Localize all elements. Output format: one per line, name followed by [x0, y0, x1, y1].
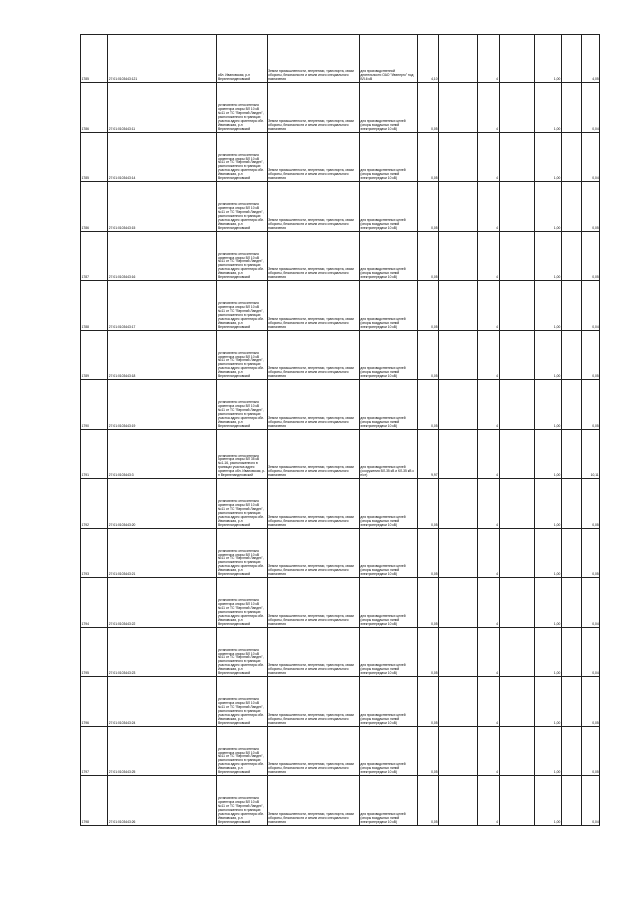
empty-cell: [439, 281, 478, 331]
empty-cell: [561, 776, 581, 826]
rate-value: 1,00: [534, 429, 561, 479]
tax-value: 0,04: [582, 281, 600, 331]
cadastral-number: 27:01:0103443:16: [108, 231, 217, 281]
empty-cell: [499, 132, 534, 182]
empty-cell: [439, 429, 478, 479]
rate-value: 1,00: [534, 132, 561, 182]
tax-value: 10,11: [582, 429, 600, 479]
empty-cell: [499, 528, 534, 578]
row-number: 1791: [81, 429, 108, 479]
row-number: 1785: [81, 132, 108, 182]
empty-cell: [499, 380, 534, 430]
empty-cell: [439, 776, 478, 826]
permitted-use: для производственных целей (опоры воздушных линий электропередачи 10 кВ): [359, 83, 417, 133]
location-description: установлено относительно ориентира опоры ВЛ 10 кВ №11 от ТС "Верхний Ландех", расположенного в границах участка адрес ориентира обл. Ивановская, р-н Верхнеландеховский: [217, 677, 267, 727]
land-category: Земли промышленности, энергетики, транспорта, связи обороны, безопасности и земли иного специального назначения: [267, 578, 359, 628]
cadastral-number: 27:01:0103443:121: [108, 35, 217, 83]
table-row: [81, 330, 600, 380]
empty-cell: [561, 231, 581, 281]
empty-cell: [499, 776, 534, 826]
rate-value: 1,00: [534, 83, 561, 133]
area-value: 0,05: [417, 726, 438, 776]
cadastral-number: 27:01:0103443:11: [108, 83, 217, 133]
row-number: 1785: [81, 35, 108, 83]
land-category: Земли промышленности, энергетики, транспорта, связи обороны, безопасности и земли иного специального назначения: [267, 776, 359, 826]
empty-cell: [499, 330, 534, 380]
location-description: обл. Ивановская, р-н Верхнеландеховский: [217, 35, 267, 83]
land-category: Земли промышленности, энергетики, транспорта, связи обороны, безопасности и земли иного специального назначения: [267, 330, 359, 380]
area-value: 0,05: [417, 627, 438, 677]
cadastral-number: 27:01:0103443:21: [108, 528, 217, 578]
location-description: установлено относительно ориентира опоры ВЛ 10 кВ №11 от ТС "Верхний Ландех", расположенного в границах участка адрес ориентира обл. Ивановская, р-н Верхнеландеховский: [217, 528, 267, 578]
rate-value: 1,00: [534, 776, 561, 826]
area-value: 0,05: [417, 578, 438, 628]
tax-value: 0,05: [582, 479, 600, 529]
permitted-use: для производственных целей (опоры воздушных линий электропередачи 10 кВ): [359, 132, 417, 182]
empty-cell: [439, 677, 478, 727]
table-row: [81, 627, 600, 677]
cadastral-number: 27:01:0103443:14: [108, 132, 217, 182]
area-value: 4,10: [417, 35, 438, 83]
empty-cell: [561, 677, 581, 727]
location-description: установлено относительно ориентира опоры ВЛ 10 кВ №11 от ТС "Верхний Ландех", расположенного в границах участка адрес ориентира обл. Ивановская, р-н Верхнеландеховский: [217, 776, 267, 826]
land-category: Земли промышленности, энергетики, транспорта, связи обороны, безопасности и земли иного специального назначения: [267, 182, 359, 232]
permitted-use: для производственных целей (опоры воздушных линий электропередачи 10 кВ): [359, 627, 417, 677]
rate-value: 1,00: [534, 528, 561, 578]
tax-value: 4,05: [582, 35, 600, 83]
tax-value: 0,04: [582, 83, 600, 133]
location-description: установлено относительно ориентира опоры ВЛ 10 кВ №11 от ТС "Верхний Ландех", расположенного в границах участка адрес ориентира обл. Ивановская, р-н Верхнеландеховский: [217, 83, 267, 133]
code-value: 4: [478, 726, 499, 776]
tax-value: 0,05: [582, 330, 600, 380]
rate-value: 1,00: [534, 726, 561, 776]
table-body: [81, 35, 600, 826]
empty-cell: [499, 231, 534, 281]
permitted-use: для производственных целей (опоры воздушных линий электропередачи 10 кВ): [359, 726, 417, 776]
rate-value: 1,00: [534, 182, 561, 232]
code-value: 4: [478, 677, 499, 727]
table-row: [81, 578, 600, 628]
location-description: установлено относительно ориентира опоры ВЛ 10 кВ №11 от ТС "Верхний Ландех", расположенного в границах участка адрес ориентира обл. Ивановская, р-н Верхнеландеховский: [217, 726, 267, 776]
permitted-use: для производственных целей (опоры воздушных линий электропередачи 10 кВ): [359, 380, 417, 430]
cadastral-number: 27:01:0103443:15: [108, 182, 217, 232]
row-number: 1786: [81, 182, 108, 232]
code-value: 4: [478, 231, 499, 281]
rate-value: 1,00: [534, 479, 561, 529]
empty-cell: [439, 182, 478, 232]
code-value: 4: [478, 776, 499, 826]
tax-value: 0,05: [582, 231, 600, 281]
code-value: 4: [478, 380, 499, 430]
row-number: 1789: [81, 330, 108, 380]
cadastral-number: 27:01:0103443:20: [108, 479, 217, 529]
code-value: 4: [478, 83, 499, 133]
rate-value: 1,00: [534, 231, 561, 281]
land-category: Земли промышленности, энергетики, транспорта, связи обороны, безопасности и земли иного специального назначения: [267, 479, 359, 529]
table-row: [81, 380, 600, 430]
area-value: 0,05: [417, 231, 438, 281]
rate-value: 1,00: [534, 330, 561, 380]
table-row: [81, 281, 600, 331]
permitted-use: для производственных целей (опоры воздушных линий электропередачи 10 кВ): [359, 281, 417, 331]
tax-value: 0,05: [582, 528, 600, 578]
location-description: установлено относительно ориентира опоры ВЛ 10 кВ №11 от ТС "Верхний Ландех", расположенного в границах участка адрес ориентира обл. Ивановская, р-н Верхнеландеховский: [217, 380, 267, 430]
tax-value: 0,04: [582, 776, 600, 826]
empty-cell: [561, 330, 581, 380]
permitted-use: для производственных целей (опоры воздушных линий электропередачи 10 кВ): [359, 578, 417, 628]
tax-value: 0,05: [582, 182, 600, 232]
empty-cell: [499, 677, 534, 727]
empty-cell: [499, 479, 534, 529]
code-value: 4: [478, 578, 499, 628]
table-row: [81, 528, 600, 578]
empty-cell: [561, 528, 581, 578]
empty-cell: [499, 578, 534, 628]
tax-value: 0,05: [582, 677, 600, 727]
area-value: 0,05: [417, 776, 438, 826]
permitted-use: для производственных целей (опоры воздушных линий электропередачи 10 кВ): [359, 479, 417, 529]
tax-value: 0,05: [582, 380, 600, 430]
row-number: 1794: [81, 578, 108, 628]
row-number: 1790: [81, 380, 108, 430]
area-value: 0,05: [417, 330, 438, 380]
cadastral-number: 27:01:0103443:24: [108, 677, 217, 727]
empty-cell: [499, 726, 534, 776]
empty-cell: [439, 330, 478, 380]
empty-cell: [499, 429, 534, 479]
empty-cell: [439, 83, 478, 133]
cadastral-number: 27:01:0103443:18: [108, 330, 217, 380]
area-value: 0,05: [417, 132, 438, 182]
area-value: 0,05: [417, 677, 438, 727]
empty-cell: [561, 281, 581, 331]
table-row: [81, 429, 600, 479]
empty-cell: [439, 726, 478, 776]
area-value: 9,97: [417, 429, 438, 479]
cadastral-number: 27:01:0103443:23: [108, 627, 217, 677]
code-value: 4: [478, 528, 499, 578]
land-category: Земли промышленности, энергетики, транспорта, связи обороны, безопасности и земли иного специального назначения: [267, 429, 359, 479]
code-value: 4: [478, 35, 499, 83]
rate-value: 1,00: [534, 35, 561, 83]
land-category: Земли промышленности, энергетики, транспорта, связи обороны, безопасности и земли иного специального назначения: [267, 528, 359, 578]
row-number: 1797: [81, 726, 108, 776]
row-number: 1796: [81, 677, 108, 727]
location-description: установлено относительно ориентира опоры ВЛ 10 кВ №11 от ТС "Верхний Ландех", расположенного в границах участка адрес ориентира обл. Ивановская, р-н Верхнеландеховский: [217, 182, 267, 232]
rate-value: 1,00: [534, 380, 561, 430]
location-description: установлено относительно ориентира опоры ВЛ 10 кВ №11 от ТС "Верхний Ландех", расположенного в границах участка адрес ориентира обл. Ивановская, р-н Верхнеландеховский: [217, 132, 267, 182]
land-category: Земли промышленности, энергетики, транспорта, связи обороны, безопасности и земли иного специального назначения: [267, 380, 359, 430]
land-category: Земли промышленности, энергетики, транспорта, связи обороны, безопасности и земли иного специального назначения: [267, 231, 359, 281]
code-value: 4: [478, 132, 499, 182]
cadastral-number: 27:01:0103443:19: [108, 380, 217, 430]
empty-cell: [499, 281, 534, 331]
permitted-use: для производственных целей (опоры воздушных линий электропередачи 10 кВ): [359, 182, 417, 232]
land-category: Земли промышленности, энергетики, транспорта, связи обороны, безопасности и земли иного специального назначения: [267, 281, 359, 331]
tax-value: 0,04: [582, 627, 600, 677]
empty-cell: [439, 479, 478, 529]
rate-value: 1,00: [534, 677, 561, 727]
area-value: 0,05: [417, 528, 438, 578]
empty-cell: [561, 726, 581, 776]
rate-value: 1,00: [534, 627, 561, 677]
table-row: [81, 182, 600, 232]
empty-cell: [561, 35, 581, 83]
location-description: установлено относительно ориентира опоры ВЛ 10 кВ №11 от ТС "Верхний Ландех", расположенного в границах участка адрес ориентира обл. Ивановская, р-н Верхнеландеховский: [217, 231, 267, 281]
code-value: 4: [478, 479, 499, 529]
location-description: установлено относительно ориентира опоры ВЛ 10 кВ №11 от ТС "Верхний Ландех", расположенного в границах участка адрес ориентира обл. Ивановская, р-н Верхнеландеховский: [217, 627, 267, 677]
area-value: 0,05: [417, 83, 438, 133]
table-row: [81, 132, 600, 182]
empty-cell: [561, 132, 581, 182]
tax-value: 0,04: [582, 132, 600, 182]
table-row: [81, 726, 600, 776]
code-value: 4: [478, 627, 499, 677]
row-number: 1792: [81, 479, 108, 529]
row-number: 1788: [81, 281, 108, 331]
empty-cell: [439, 231, 478, 281]
land-category: Земли промышленности, энергетики, транспорта, связи обороны, безопасности и земли иного специального назначения: [267, 677, 359, 727]
row-number: 1787: [81, 231, 108, 281]
empty-cell: [499, 83, 534, 133]
area-value: 0,05: [417, 479, 438, 529]
area-value: 0,05: [417, 281, 438, 331]
empty-cell: [439, 528, 478, 578]
empty-cell: [561, 479, 581, 529]
area-value: 0,05: [417, 380, 438, 430]
permitted-use: для производственных целей (опоры воздушных линий электропередачи 10 кВ): [359, 231, 417, 281]
empty-cell: [561, 380, 581, 430]
empty-cell: [439, 380, 478, 430]
code-value: 4: [478, 281, 499, 331]
tax-value: 0,05: [582, 726, 600, 776]
empty-cell: [561, 182, 581, 232]
empty-cell: [499, 35, 534, 83]
area-value: 0,05: [417, 182, 438, 232]
land-category: Земли промышленности, энергетики, транспорта, связи обороны, безопасности и земли иного специального назначения: [267, 35, 359, 83]
code-value: 4: [478, 429, 499, 479]
land-category: Земли промышленности, энергетики, транспорта, связи обороны, безопасности и земли иного специального назначения: [267, 726, 359, 776]
table-row: [81, 231, 600, 281]
location-description: установлено относительно ориентира опоры ВЛ 35 кВ №1-16, расположенного в границах участка адрес ориентира обл. Ивановская, р-н Верхнеландеховский: [217, 429, 267, 479]
table-row: [81, 83, 600, 133]
cadastral-number: 27:01:0103443:3: [108, 429, 217, 479]
permitted-use: для производственных целей (опоры воздушных линий электропередачи 10 кВ): [359, 776, 417, 826]
empty-cell: [561, 83, 581, 133]
row-number: 1798: [81, 776, 108, 826]
code-value: 4: [478, 330, 499, 380]
cadastral-number: 27:01:0103443:25: [108, 726, 217, 776]
tax-value: 0,04: [582, 578, 600, 628]
land-plots-table: [80, 34, 600, 826]
empty-cell: [439, 132, 478, 182]
empty-cell: [439, 35, 478, 83]
rate-value: 1,00: [534, 578, 561, 628]
empty-cell: [439, 627, 478, 677]
table-row: [81, 479, 600, 529]
cadastral-number: 27:01:0103443:22: [108, 578, 217, 628]
code-value: 4: [478, 182, 499, 232]
row-number: 1795: [81, 627, 108, 677]
empty-cell: [499, 182, 534, 232]
land-category: Земли промышленности, энергетики, транспорта, связи обороны, безопасности и земли иного специального назначения: [267, 132, 359, 182]
land-category: Земли промышленности, энергетики, транспорта, связи обороны, безопасности и земли иного специального назначения: [267, 627, 359, 677]
empty-cell: [561, 627, 581, 677]
row-number: 1786: [81, 83, 108, 133]
permitted-use: для производственных целей (сооружения ВЛ-35 кВ и КЛ-35 кВ с н/ст): [359, 429, 417, 479]
land-category: Земли промышленности, энергетики, транспорта, связи обороны, безопасности и земли иного специального назначения: [267, 83, 359, 133]
table-row: [81, 677, 600, 727]
location-description: установлено относительно ориентира опоры ВЛ 10 кВ №11 от ТС "Верхний Ландех", расположенного в границах участка адрес ориентира обл. Ивановская, р-н Верхнеландеховский: [217, 281, 267, 331]
empty-cell: [499, 627, 534, 677]
location-description: установлено относительно ориентира опоры ВЛ 10 кВ №11 от ТС "Верхний Ландех", расположенного в границах участка адрес ориентира обл. Ивановская, р-н Верхнеландеховский: [217, 330, 267, 380]
empty-cell: [561, 578, 581, 628]
empty-cell: [561, 429, 581, 479]
table-row: [81, 776, 600, 826]
permitted-use: для производственных целей (опоры воздушных линий электропередачи 10 кВ): [359, 677, 417, 727]
location-description: установлено относительно ориентира опоры ВЛ 10 кВ №11 от ТС "Верхний Ландех", расположенного в границах участка адрес ориентира обл. Ивановская, р-н Верхнеландеховский: [217, 479, 267, 529]
table-row: [81, 35, 600, 83]
rate-value: 1,00: [534, 281, 561, 331]
permitted-use: для производственной деятельности ОАО "Ивэнерго" под ВЛ-6 кВ: [359, 35, 417, 83]
location-description: установлено относительно ориентира опоры ВЛ 10 кВ №11 от ТС "Верхний Ландех", расположенного в границах участка адрес ориентира обл. Ивановская, р-н Верхнеландеховский: [217, 578, 267, 628]
permitted-use: для производственных целей (опоры воздушных линий электропередачи 10 кВ): [359, 528, 417, 578]
row-number: 1793: [81, 528, 108, 578]
cadastral-number: 27:01:0103443:17: [108, 281, 217, 331]
cadastral-number: 27:01:0103443:26: [108, 776, 217, 826]
empty-cell: [439, 578, 478, 628]
permitted-use: для производственных целей (опоры воздушных линий электропередачи 10 кВ): [359, 330, 417, 380]
